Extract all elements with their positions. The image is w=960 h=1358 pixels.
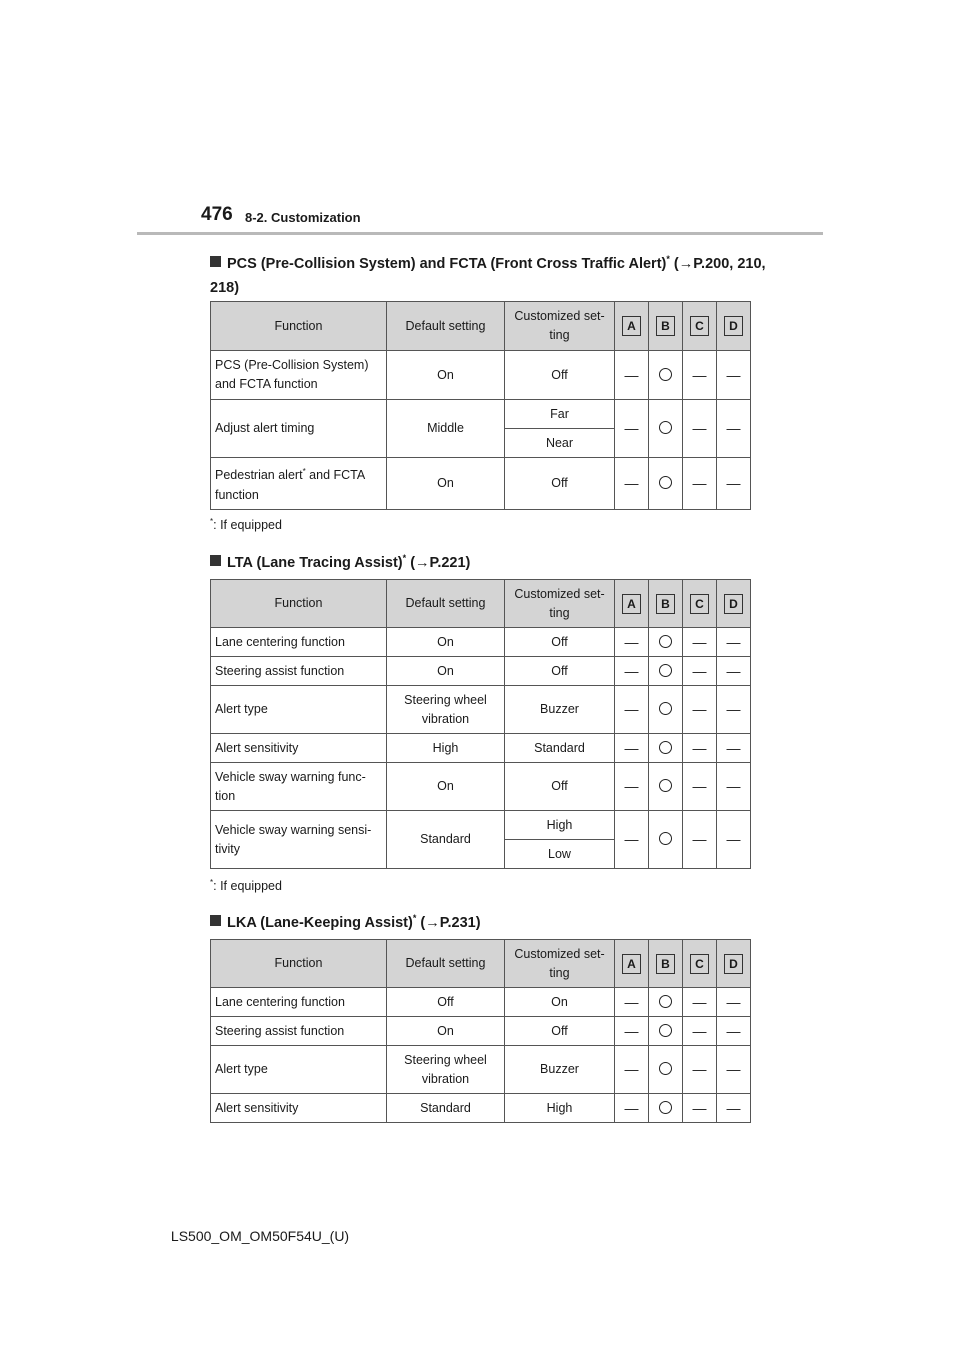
- mark-d: —: [717, 458, 751, 510]
- section-title-text: LTA (Lane Tracing Assist): [227, 554, 403, 571]
- footnote-marker: *: [666, 254, 670, 264]
- function-cell: Lane centering function: [211, 988, 387, 1017]
- section-title-text: PCS (Pre-Collision System) and FCTA (Front Cross Traffic Alert): [227, 255, 667, 272]
- mark-a: —: [615, 1046, 649, 1094]
- table-row: [211, 400, 751, 429]
- function-cell: Alert sensitivity: [211, 734, 387, 763]
- mark-c: —: [683, 400, 717, 458]
- mark-a: —: [615, 1094, 649, 1123]
- custom-cell: Standard: [505, 734, 615, 763]
- custom-cell: Off: [505, 1017, 615, 1046]
- mark-b: [649, 1094, 683, 1123]
- mark-d: —: [717, 628, 751, 657]
- mark-a: —: [615, 351, 649, 400]
- footnote-marker: *: [402, 553, 407, 563]
- section-title-pcs: [210, 247, 770, 300]
- col-default: Default setting: [387, 940, 505, 988]
- col-a: A: [615, 580, 649, 628]
- function-cell: Steering assist function: [211, 1017, 387, 1046]
- mark-a: —: [615, 763, 649, 811]
- mark-d: —: [717, 1094, 751, 1123]
- circle-icon: [659, 741, 672, 754]
- custom-cell: Off: [505, 458, 615, 510]
- col-default: Default setting: [387, 580, 505, 628]
- document-footer: LS500_OM_OM50F54U_(U): [170, 1228, 350, 1244]
- col-b: B: [649, 940, 683, 988]
- mark-b: [649, 400, 683, 458]
- custom-cell: Off: [505, 628, 615, 657]
- footnote-marker: *: [412, 913, 417, 923]
- table-row: [211, 458, 751, 510]
- function-cell: Adjust alert timing: [211, 400, 387, 458]
- function-cell: Vehicle sway warning sensi- tivity: [211, 811, 387, 869]
- table-row: [211, 734, 751, 763]
- function-cell: Lane centering function: [211, 628, 387, 657]
- section-title-lta: [210, 546, 770, 575]
- section-title-text: LKA (Lane-Keeping Assist): [227, 914, 413, 931]
- mark-a: —: [615, 988, 649, 1017]
- header-rule: [137, 232, 823, 235]
- table-row: [211, 657, 751, 686]
- default-cell: Steering wheel vibration: [387, 1046, 505, 1094]
- section-bullet-icon: [210, 915, 221, 926]
- custom-cell: High: [505, 811, 615, 840]
- mark-b: [649, 734, 683, 763]
- col-c: C: [683, 302, 717, 351]
- custom-cell: Off: [505, 763, 615, 811]
- col-d: D: [717, 580, 751, 628]
- custom-cell: High: [505, 1094, 615, 1123]
- page-reference: (→P.200, 210, 218): [210, 255, 766, 296]
- mark-a: —: [615, 628, 649, 657]
- mark-c: —: [683, 351, 717, 400]
- mark-d: —: [717, 1046, 751, 1094]
- table-row: [211, 628, 751, 657]
- custom-cell: Near: [505, 429, 615, 458]
- section-title-lka: [210, 906, 770, 935]
- col-customized: Customized set- ting: [505, 940, 615, 988]
- mark-b: [649, 988, 683, 1017]
- page-number: 476: [201, 204, 233, 225]
- default-cell: On: [387, 1017, 505, 1046]
- mark-d: —: [717, 763, 751, 811]
- col-function: Function: [211, 940, 387, 988]
- circle-icon: [659, 702, 672, 715]
- mark-b: [649, 1046, 683, 1094]
- footnote-lta: *: If equipped: [210, 878, 282, 894]
- col-d: D: [717, 302, 751, 351]
- circle-icon: [659, 476, 672, 489]
- default-cell: High: [387, 734, 505, 763]
- circle-icon: [659, 1024, 672, 1037]
- mark-a: —: [615, 1017, 649, 1046]
- mark-a: —: [615, 686, 649, 734]
- mark-b: [649, 657, 683, 686]
- custom-cell: Low: [505, 840, 615, 869]
- custom-cell: Buzzer: [505, 1046, 615, 1094]
- default-cell: On: [387, 763, 505, 811]
- function-cell: Alert sensitivity: [211, 1094, 387, 1123]
- mark-a: —: [615, 734, 649, 763]
- table-row: [211, 811, 751, 840]
- mark-d: —: [717, 657, 751, 686]
- mark-b: [649, 763, 683, 811]
- mark-b: [649, 811, 683, 869]
- col-function: Function: [211, 302, 387, 351]
- default-cell: On: [387, 351, 505, 400]
- table-row: [211, 763, 751, 811]
- table-row: [211, 1017, 751, 1046]
- col-default: Default setting: [387, 302, 505, 351]
- table-header-row: [211, 940, 751, 988]
- col-b: B: [649, 580, 683, 628]
- section-bullet-icon: [210, 256, 221, 267]
- mark-c: —: [683, 811, 717, 869]
- default-cell: On: [387, 657, 505, 686]
- circle-icon: [659, 664, 672, 677]
- default-cell: Steering wheel vibration: [387, 686, 505, 734]
- table-row: [211, 1046, 751, 1094]
- mark-c: —: [683, 1017, 717, 1046]
- function-cell: Alert type: [211, 686, 387, 734]
- function-cell: Vehicle sway warning func- tion: [211, 763, 387, 811]
- mark-d: —: [717, 988, 751, 1017]
- default-cell: On: [387, 458, 505, 510]
- mark-d: —: [717, 811, 751, 869]
- circle-icon: [659, 832, 672, 845]
- col-customized: Customized set- ting: [505, 302, 615, 351]
- custom-cell: Far: [505, 400, 615, 429]
- lta-table: [210, 579, 751, 869]
- mark-c: —: [683, 458, 717, 510]
- mark-d: —: [717, 734, 751, 763]
- function-cell: Alert type: [211, 1046, 387, 1094]
- default-cell: Off: [387, 988, 505, 1017]
- mark-b: [649, 628, 683, 657]
- mark-b: [649, 458, 683, 510]
- table-row: [211, 988, 751, 1017]
- default-cell: Middle: [387, 400, 505, 458]
- mark-b: [649, 351, 683, 400]
- mark-d: —: [717, 400, 751, 458]
- mark-d: —: [717, 351, 751, 400]
- mark-c: —: [683, 628, 717, 657]
- mark-c: —: [683, 763, 717, 811]
- default-cell: Standard: [387, 811, 505, 869]
- circle-icon: [659, 995, 672, 1008]
- pcs-table: [210, 301, 751, 510]
- table-row: [211, 686, 751, 734]
- mark-d: —: [717, 686, 751, 734]
- mark-c: —: [683, 1094, 717, 1123]
- mark-a: —: [615, 458, 649, 510]
- col-a: A: [615, 940, 649, 988]
- function-cell: PCS (Pre-Collision System) and FCTA function: [211, 351, 387, 400]
- circle-icon: [659, 368, 672, 381]
- circle-icon: [659, 635, 672, 648]
- col-c: C: [683, 940, 717, 988]
- custom-cell: Buzzer: [505, 686, 615, 734]
- circle-icon: [659, 779, 672, 792]
- mark-d: —: [717, 1017, 751, 1046]
- mark-c: —: [683, 657, 717, 686]
- mark-b: [649, 686, 683, 734]
- mark-a: —: [615, 657, 649, 686]
- col-a: A: [615, 302, 649, 351]
- col-d: D: [717, 940, 751, 988]
- section-bullet-icon: [210, 555, 221, 566]
- circle-icon: [659, 421, 672, 434]
- mark-a: —: [615, 400, 649, 458]
- table-row: [211, 1094, 751, 1123]
- col-function: Function: [211, 580, 387, 628]
- page-reference: (→P.221): [410, 554, 471, 571]
- mark-a: —: [615, 811, 649, 869]
- circle-icon: [659, 1101, 672, 1114]
- mark-c: —: [683, 1046, 717, 1094]
- table-header-row: [211, 302, 751, 351]
- col-c: C: [683, 580, 717, 628]
- col-customized: Customized set- ting: [505, 580, 615, 628]
- mark-c: —: [683, 686, 717, 734]
- default-cell: Standard: [387, 1094, 505, 1123]
- function-cell: Pedestrian alert* and FCTA function: [211, 458, 387, 510]
- mark-c: —: [683, 988, 717, 1017]
- circle-icon: [659, 1062, 672, 1075]
- chapter-title: 8-2. Customization: [245, 210, 361, 225]
- col-b: B: [649, 302, 683, 351]
- table-row: [211, 351, 751, 400]
- function-cell: Steering assist function: [211, 657, 387, 686]
- table-header-row: [211, 580, 751, 628]
- lka-table: [210, 939, 751, 1123]
- custom-cell: On: [505, 988, 615, 1017]
- custom-cell: Off: [505, 657, 615, 686]
- footnote-pcs: *: If equipped: [210, 517, 282, 533]
- page-reference: (→P.231): [420, 914, 481, 931]
- mark-c: —: [683, 734, 717, 763]
- default-cell: On: [387, 628, 505, 657]
- mark-b: [649, 1017, 683, 1046]
- custom-cell: Off: [505, 351, 615, 400]
